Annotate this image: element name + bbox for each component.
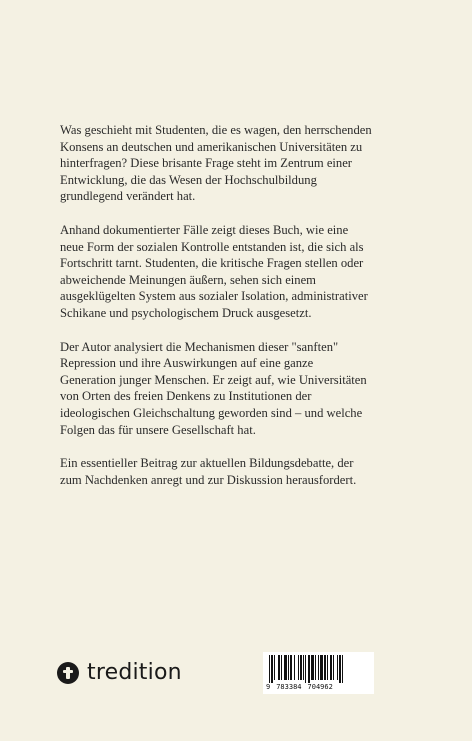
- barcode-bar: [281, 655, 282, 680]
- barcode-bar: [342, 655, 343, 683]
- barcode-bar: [318, 655, 319, 680]
- barcode-bar: [311, 655, 314, 680]
- barcode-bar: [294, 655, 295, 680]
- barcode-digits: [266, 683, 333, 691]
- barcode-bar: [308, 655, 310, 683]
- barcode-bar: [330, 655, 332, 680]
- blurb-paragraph-3: Der Autor analysiert die Mechanismen dieser "sanften" Repression und ihre Auswirkungen auf eine ganze Generation junger Menschen. Er zeigt auf, wie Universitäten von Orten des freien Denkens zu Institutionen der ideologischen Gleichschaltung geworden sind – und welche Folgen das für unsere Gesellschaft hat.: [60, 339, 367, 437]
- barcode-bar: [337, 655, 338, 680]
- barcode-bar: [298, 655, 299, 680]
- barcode-bar: [333, 655, 334, 680]
- back-cover-blurb: [60, 122, 420, 505]
- barcode-bar: [274, 655, 275, 680]
- barcode-bar: [290, 655, 292, 680]
- barcode-bar: [324, 655, 326, 680]
- barcode-bar: [288, 655, 289, 680]
- barcode-bar: [320, 655, 323, 680]
- barcode-digit-group-1: 9: [266, 683, 271, 691]
- barcode-bar: [339, 655, 341, 683]
- barcode-digit-group-3: 704962: [307, 683, 333, 691]
- barcode-bar: [315, 655, 316, 680]
- barcode-bar: [271, 655, 273, 683]
- barcode-bar: [300, 655, 302, 680]
- publisher-logo: [57, 660, 182, 685]
- barcode-bars: [267, 655, 370, 683]
- blurb-paragraph-4: Ein essentieller Beitrag zur aktuellen Bildungsdebatte, der zum Nachdenken anregt und zur Diskussion herausfordert.: [60, 456, 357, 487]
- barcode-digit-group-2: 783384: [276, 683, 302, 691]
- publisher-name: tredition: [87, 660, 182, 685]
- barcode-bar: [305, 655, 306, 683]
- isbn-barcode: [263, 652, 374, 694]
- barcode-bar: [269, 655, 270, 683]
- barcode-bar: [278, 655, 280, 680]
- blurb-paragraph-1: Was geschieht mit Studenten, die es wagen, den herrschenden Konsens an deutschen und amerikanischen Universitäten zu hinterfragen? Diese brisante Frage steht im Zentrum einer Entwicklung, die das Wesen der Hochschulbildung grundlegend verändert hat.: [60, 123, 372, 204]
- blurb-paragraph-2: Anhand dokumentierter Fälle zeigt dieses Buch, wie eine neue Form der sozialen Kontrolle entstanden ist, die sich als Fortschritt tarnt. Studenten, die kritische Fragen stellen oder abweichende Meinungen äußern, sehen sich einem ausgeklügelten System aus sozialer Isolation, administrativer Schikane und psychologischem Druck ausgesetzt.: [60, 222, 368, 320]
- tredition-t-logo-icon: [57, 662, 79, 684]
- barcode-bar: [284, 655, 287, 680]
- barcode-bar: [303, 655, 304, 680]
- barcode-bar: [327, 655, 328, 680]
